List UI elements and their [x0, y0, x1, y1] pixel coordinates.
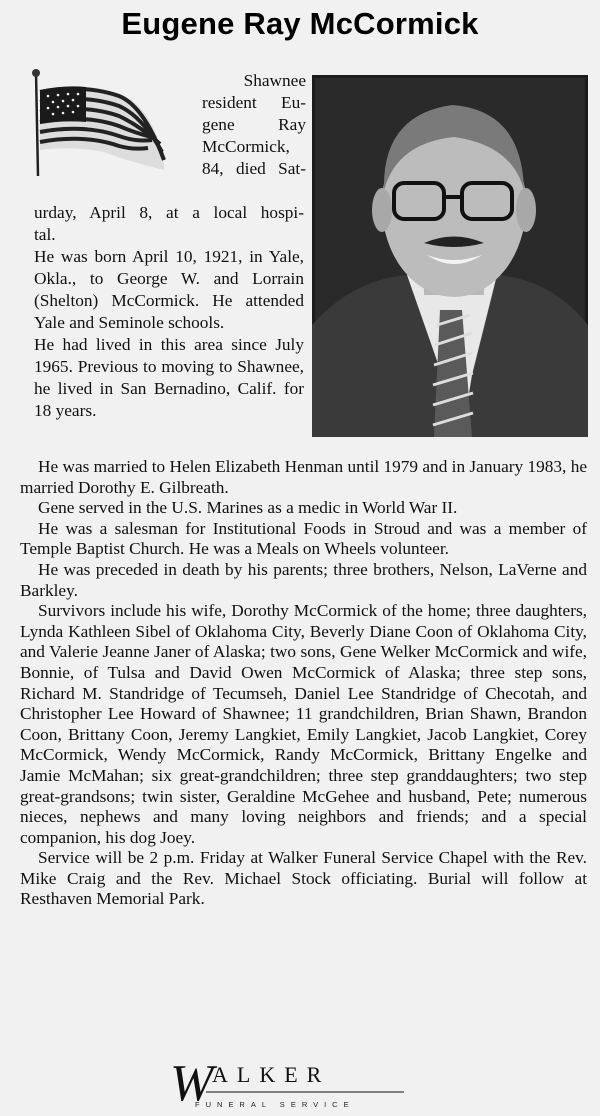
paragraph: He was born April 10, 1921, in Yale, Okla., to George W. and Lorrain (Shelton) McCormick. He attended Yale and Seminole schools. [34, 247, 304, 332]
paragraph: urday, April 8, at a local hospi- [34, 203, 304, 222]
paragraph: tal. [34, 225, 56, 244]
paragraph: He was married to Helen Elizabeth Henman until 1979 and in January 1983, he married Dorothy E. Gilbreath. [20, 457, 588, 497]
intro-line: 84, died Sat- [202, 159, 306, 178]
obituary-headline: Eugene Ray McCormick [121, 6, 479, 41]
paragraph: He was a salesman for Institutional Foods in Stroud and was a member of Temple Baptist Church. He was a Meals on Wheels volunteer. [20, 518, 587, 559]
intro-line: Shawnee [243, 71, 306, 90]
intro-line: gene Ray [202, 115, 306, 134]
paragraph: He was preceded in death by his parents; three brothers, Nelson, LaVerne and Barkley. [20, 559, 587, 600]
intro-line: resident Eu- [202, 93, 306, 112]
intro-line: McCormick, [202, 137, 290, 156]
logo-subtitle: FUNERAL SERVICE [195, 1100, 355, 1109]
full-width-body [20, 457, 587, 910]
narrow-column [34, 202, 304, 422]
logo-name: ALKER [212, 1062, 331, 1087]
paragraph: Service will be 2 p.m. Friday at Walker Funeral Service Chapel with the Rev. Mike Craig and the Rev. Michael Stock officiating. Burial will follow at Resthaven Memorial Park. [20, 848, 587, 909]
paragraph: Survivors include his wife, Dorothy McCormick of the home; three daughters, Lynda Kathleen Sibel of Oklahoma City, Beverly Diane Coon of Oklahoma City, and Valerie Jeanne Janer of Alaska; two sons, Gene Welker McCormick and wife, Bonnie, of Tulsa and David Owen McCormick of Alaska; three step sons, Richard M. Standridge of Tecumseh, Daniel Lee Standridge of Checotah, and Christopher Lee Howard of Shawnee; 11 grandchildren, Brian Shawn, Brandon Coon, Brittany Coon, Jeremy Langkiet, Emily Langkiet, Jacob Langkiet, Corey McCormick, Wendy McCormick, Randy McCormick, Brittany Engelke and Jamie McMahan; six great-grandchildren; three step granddaughters; two step great-grandsons; twin sister, Geraldine McGehee and husband, Pete; numerous nieces, nephews and many loving neighbors and friends; and a special companion, his dog Joey. [20, 601, 587, 847]
american-flag-icon [24, 68, 174, 178]
portrait-photo [312, 75, 588, 437]
intro-column [202, 70, 306, 180]
paragraph: Gene served in the U.S. Marines as a medic in World War II. [38, 498, 458, 518]
logo-monogram: W [170, 1058, 214, 1112]
paragraph: He had lived in this area since July 1965. Previous to moving to Shawnee, he lived in San Bernadino, Calif. for 18 years. [34, 335, 304, 420]
